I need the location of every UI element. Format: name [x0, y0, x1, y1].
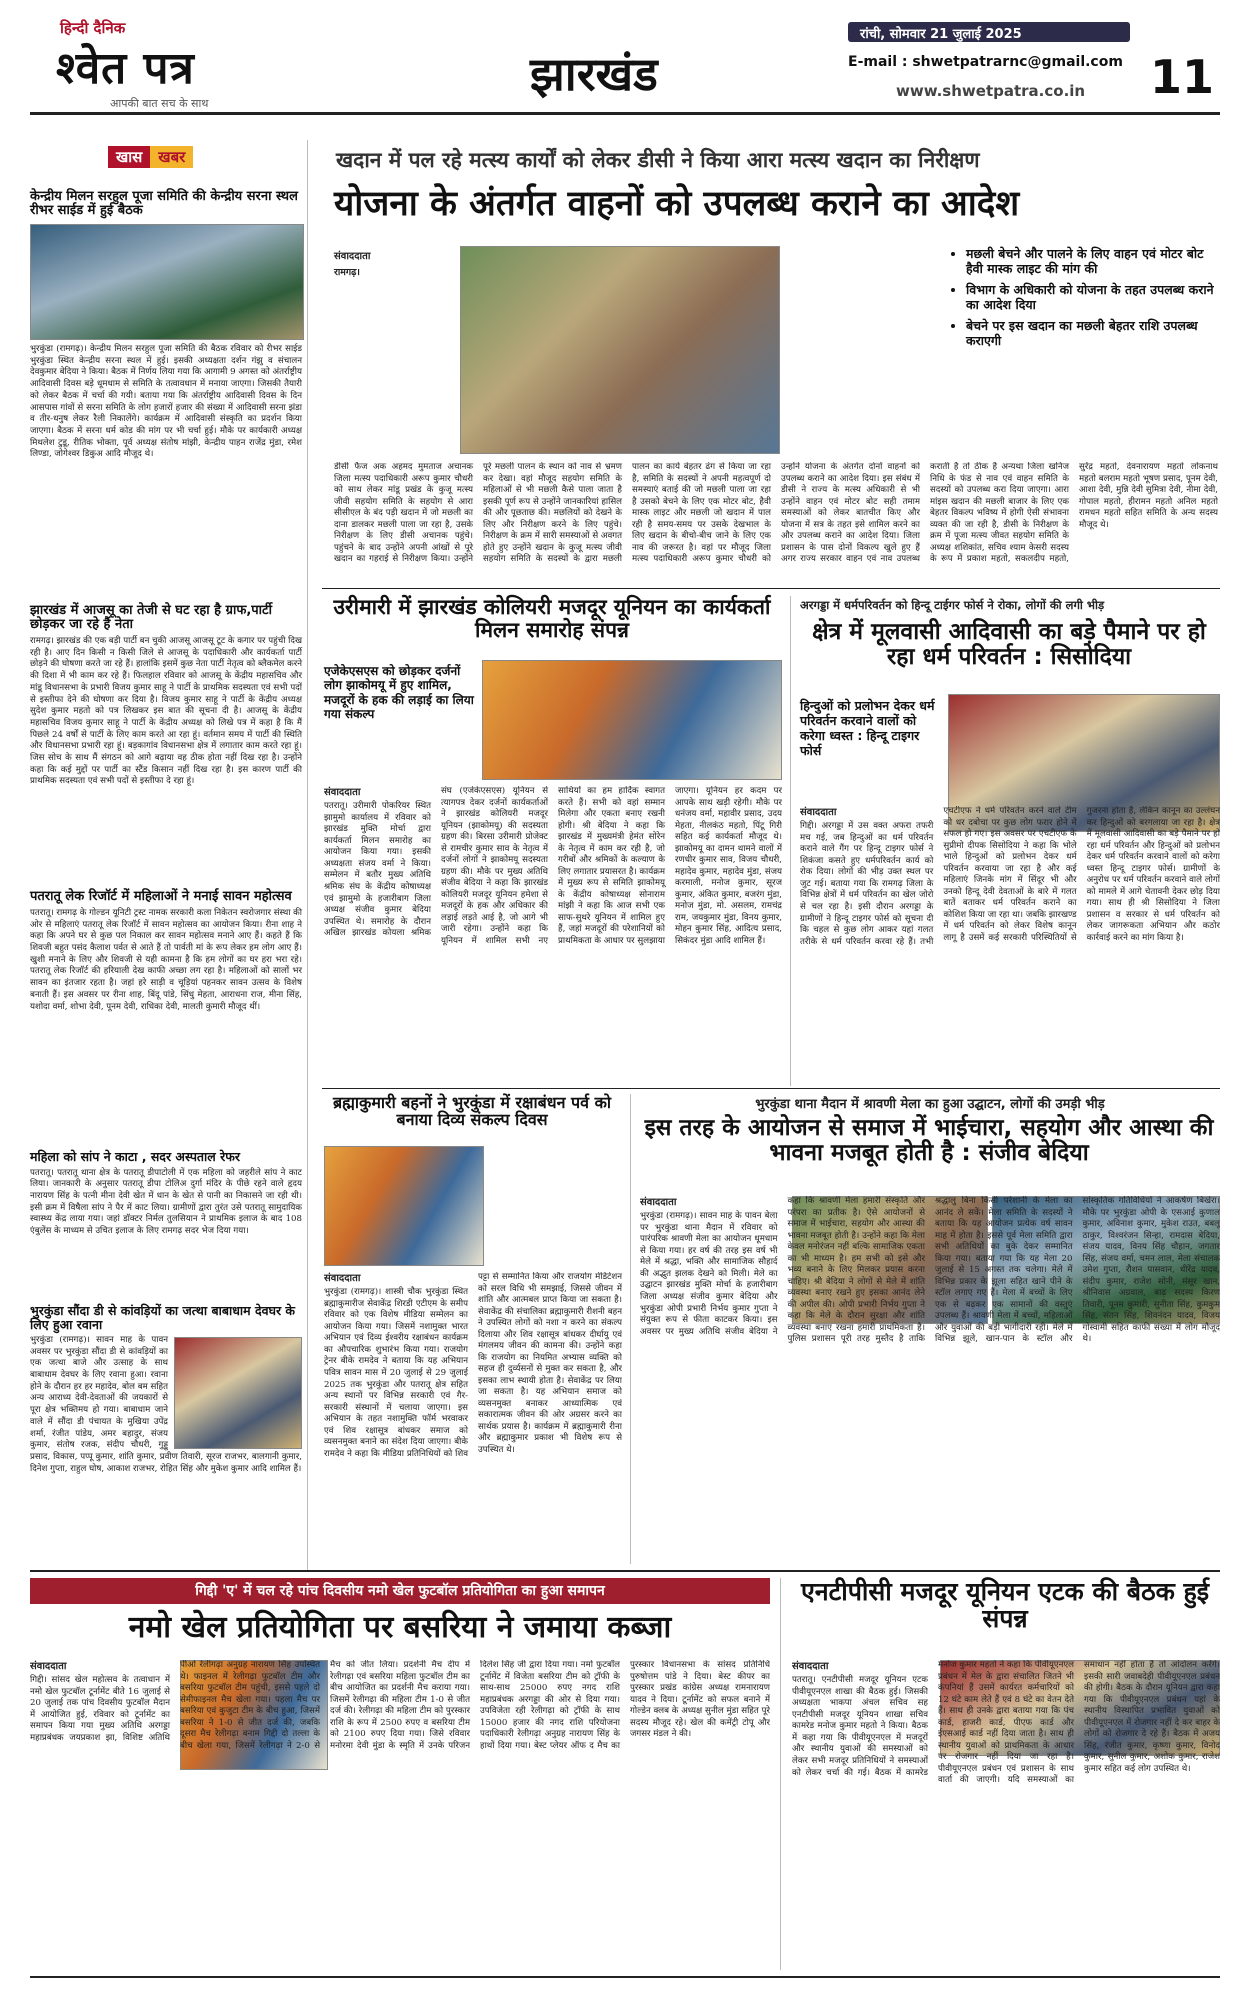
urimari-body	[324, 786, 782, 1082]
masthead	[0, 0, 1246, 112]
byline: संवाददाता	[324, 787, 361, 798]
body: पतरातू। पतरातू थाना क्षेत्र के पतरातू डीपाटोली में एक महिला को जहरीले सांप ने काट लिया। जानकारी के अनुसार पतरातू डीपा टोलिअ दुर्गा मंदिर के पीछे रहने वाले हृदय नारायण सिंह के पत्नी मीना देवी खेत में धान के खेत से पानी का निकासने जा रही थी। इसी क्रम में विषैला सांप ने पैर में काट लिया। ग्रामीणों द्वारा तुरंत उसे पतरातू सामुदायिक स्वास्थ्य केंद्र लाया गया। जहां डॉक्टर निर्मल तुलसियान ने प्राथमिक इलाज के बाद 108 एंबुलेंस के माध्यम से उचित इलाज के लिए रामगढ़ सदर भेज दिया गया।	[30, 1167, 302, 1236]
conversion-sidebox: हिन्दुओं को प्रलोभन देकर धर्म परिवर्तन करवाने वालों को करेगा ध्वस्त : हिन्दू टाइगर फोर्स	[800, 698, 935, 758]
football-headline: नमो खेल प्रतियोगिता पर बसरिया ने जमाया कब्जा	[128, 1610, 672, 1645]
tagline: आपकी बात सच के साथ	[110, 97, 209, 110]
bullet-1: • मछली बेचने और पालने के लिए वाहन एवं मोटर बोट हैवी मास्क लाइट की मांग की	[966, 246, 1220, 276]
left-story-sawan	[30, 890, 302, 1013]
body-text: पतरातू। उरीमारी पोकरियर स्थित झामुमो कार्यालय में रविवार को झारखंड मुक्ति मोर्चा द्वारा कार्यकर्ता मिलन समारोह का आयोजन किया गया। इसकी अध्यक्षता संजय वर्मा ने किया। सम्मेलन में बतौर मुख्य अतिथि श्रमिक संघ के केंद्रीय कोषाध्यक्ष एवं झामुमो के हजारीबाग जिला अध्यक्ष संजीव कुमार बेदिया उपस्थित थे। समारोह के दौरान अखिल झारखंड कोयला श्रमिक संघ (एजेकेएसएस) यूनियन से त्यागपत्र देकर दर्जनों कार्यकर्ताओं ने झारखंड कोलियरी मजदूर यूनियन (झाकोमयू) की सदस्यता ग्रहण की। बिरसा उरीमारी प्रोजेक्ट से रामचीर कुमार साव के नेतृत्व में दर्जनों लोगों ने झाकोमयू सदस्यता ग्रहण की। मौके पर मुख्य अतिथि संजीव बेदिया ने कहा कि झारखंड कोलियरी मजदूर यूनियन हमेशा से मजदूरों के हक और अधिकार की लड़ाई लड़ते आई है, जो आगे भी जारी रहेगा। उन्होंने कहा कि यूनियन में शामिल सभी नए साथियों का हम हार्दिक स्वागत करते हैं। सभी को वहां सम्मान मिलेगा और एकता बनाए रखनी होगी। श्री बेदिया ने कहा कि झारखंड में मुख्यमंत्री हेमंत सोरेन के नेतृत्व में काम कर रही है, जो गरीबों और श्रमिकों के कल्याण के लिए लगातार प्रयासरत है। कार्यक्रम में मुख्य रूप से समिति झाकोमयू के केंद्रीय कोषाध्यक्ष सोनाराम मांझी ने कहा कि आज सभी एक साफ-सुथरे यूनियन में शामिल हुए हैं, जहां मजदूरों की परेशानियों को प्राथमिकता के आधार पर सुलझाया जाएगा। यूनियन हर कदम पर आपके साथ खड़ी रहेगी। मौके पर धनंजय वर्मा, महावीर प्रसाद, उदय मेहता, नीलकंठ महतो, पिंटू गिरी सहित कई कार्यकर्ता मौजूद थे। झाकोमयू का दामन थामने वालों में रणधीर कुमार साव, विजय चौधरी, महादेव कुमार, महादेव मुंडा, संजय करमाली, मनोज कुमार, सूरज कुमार, अंकित कुमार, बजरंग मुंडा, मनोज मुंडा, मो. असलम, रामचंद्र राम, जयकुमार मुंडा, विनय कुमार, मोहन कुमार सिंह, आदित्य प्रसाद, सिकंदर मुंडा आदि शामिल हैं।	[324, 786, 782, 946]
section-title: झारखंड	[530, 47, 658, 101]
body-text: पतरातू। एनटीपीसी मजदूर यूनियन एटक पीवीयूएनएल शाखा की बैठक हुई। जिसकी अध्यक्षता भाकपा अंचल सचिव सह एनटीपीसी मजदूर यूनियन शाखा सचिव कामरेड मनोज कुमार महतो ने किया। बैठक में कहा गया कि पीवीयूएनएल में मजदूरों और स्थानीय युवाओं की समस्याओं को लेकर सभी मजदूर प्रतिनिधियों ने समस्याओं को लेकर चर्चा की गई। बैठक में कामरेड मनोज कुमार महतो ने कहा कि पीवीयूएनएल प्रबंधन में मेल के द्वारा संचालित जितने भी कंपनियां हैं उसमें कार्यरत कर्मचारियों को 12 घंटे काम लेते हैं एवं 8 घंटे का वेतन देते हैं। साथ ही उनके द्वारा बताया गया कि पंच कार्ड, हाजरी कार्ड, पीएफ कार्ड और ईएसआई कार्ड नहीं दिया जाता है। साथ ही स्थानीय युवाओं को प्राथमिकता के आधार पर रोजगार नहीं दिया जा रहा है। पीवीयूएनएल प्रबंधन एवं प्रशासन के साथ वार्ता की जाएगी। यदि समस्याओं का समाधान नहीं होता है तो आंदोलन करेंगे। इसकी सारी जवाबदेही पीवीयूएनएल प्रबंधन की होगी। बैठक के दौरान यूनियन द्वारा कहा गया कि पीवीयूएनएल प्रबंधन यहां के स्थानीय विस्थापित प्रभावित युवाओं को पीवीयूएनएल में रोजगार नहीं दे कर बाहर के लोगों को रोजगार दे रहे हैं। बैठक में अजय सिंह, रंजीत कुमार, कृष्णा कुमार, विनोद कुमार, सुनील कुमार, अशोक कुमार, राजेश कुमार सहित कई लोग उपस्थित थे।	[792, 1660, 1220, 1786]
website[interactable]: www.shwetpatra.co.in	[896, 82, 1086, 100]
body-text: गिद्दी। सांसद खेल महोत्सव के तत्वाधान में नमो खेल फुटबॉल टूर्नामेंट बीते 16 जुलाई से 20 जुलाई तक पांच दिवसीय फुटबॉल मैदान में आयोजित हुई, रविवार को टूर्नामेंट का समापन किया गया मुख्य अतिथि अरगड्डा महाप्रबंधक जयप्रकाश झा, विशिष्ट अतिथि पीओ रेलीगढ़ा अनुग्रह नारायण सिंह उपस्थित थे। फाइनल में रेलीगढ़ा फुटबॉल टीम और बसरिया फुटबॉल टीम पहुंची, इससे पहले दो सेमीफाइनल मैच खेला गया। पहला मैच पर बसरिया एवं कुजुटा टीम के बीच हुआ, जिसमें बसरिया ने 1-0 से जीत दर्ज की, जबकि दूसरा मैच रेलीगढ़ा बनाम गिद्दी दो तल्ला के बीच खेला गया, जिसमें रेलीगढ़ा ने 2-0 से मैच को जीत लिया। प्रदर्शनी मैच दीप में रेलीगढ़ा एवं बसरिया महिला फुटबॉल टीम का बीच आयोजित का प्रदर्शनी मैच कराया गया। जिसमें रेलीगढ़ा की महिला टीम 1-0 से जीत दर्ज की। रेलीगढ़ा की महिला टीम को पुरस्कार राशि के रूप में 2500 रुपए व बसरिया टीम को 2100 रुपए दिया गया। जिसे रविवार मनोरमा देवी मुंडा के स्मृति में उनके परिजन दिलेश सिंह जी द्वारा दिया गया। नमो फुटबॉल टूर्नामेंट में विजेता बसरिया टीम को ट्रॉफी के साथ-साथ 25000 रुपए नगद राशि महाप्रबंधक अरगड्डा की ओर से दिया गया। उपविजेता रही रेलीगढ़ा को ट्रॉफी के साथ 15000 हजार की नगद राशि परियोजना पदाधिकारी रेलीगढ़ा अनुग्रह नारायण सिंह के हाथों दिया गया। बेस्ट प्लेयर ऑफ द मैच का पुरस्कार विधानसभा के सांसद प्रतिनिधि पुरुषोत्तम पांडे ने दिया। बेस्ट कीपर का पुरस्कार प्रखंड कांग्रेस अध्यक्ष रामनारायण यादव ने दिया। टूर्नामेंट को सफल बनाने में गोल्डेन क्लब के अध्यक्ष सुनील मुंडा सहित पूरे सदस्य मौजूद रहे। खेल की कमेंट्री टोपू और जगसर मंडल ने की।	[30, 1660, 770, 1751]
top-story-body: डीसी फैज अक अहमद मुमताज अचानक जिला मत्स्य पदाधिकारी अरूप कुमार चौधरी को साथ लेकर मांडू प्रखंड के कुजू मत्स्य जीवी सहयोग समिति के सहयोग से आरा सीसीएल के बंद पड़ी खदान में जो मछली का दाना डालकर मछली पाला जा रहा है, उसके निरीक्षण के लिए डीसी अचानक पहुंचे। पहुंचने के बाद उन्होंने अपनी आंखों से पूरे खदान का गहराई से निरीक्षण किया। उन्होंने पूरे मछली पालन के स्थान को नाव से भ्रमण कर देखा। वहां मौजूद सहयोग समिति के महिलाओं से भी मछली कैसे पाला जाता है इसकी पूर्ण रूप से उन्होंने जानकारियां हासिल की और पूछताछ की। मछलियों को देखने के लिए और निरीक्षण करने के लिए पहुंचे। निरीक्षण के क्रम में सारी समस्याओं से अवगत होते हुए उन्होंने खदान के कुजू मत्स्य जीवी सहयोग समिति के सदस्यों के द्वारा मछली पालन का कार्य बेहतर ढंग से किया जा रहा है, समिति के सदस्यों ने अपनी महत्वपूर्ण दो समस्याएं बताई की जो मछली पाला जा रहा है उसको बेचने के लिए एक मोटर बोट, हैवी मास्क लाइट और मछली जो खदान में पाल रही है समय-समय पर उसके देखभाल के लिए खदान के बीचो-बीच जाने के लिए एक नाव की जरूरत है। वहां पर मौजूद जिला मत्स्य पदाधिकारी अरूप कुमार चौधरी को उन्होंने योजना के अंतर्गत दोनों वाहनों को उपलब्ध कराने का आदेश दिया। इस संबंध में डीसी ने राज्य के मत्स्य अधिकारी से भी उन्होंने वाहन एवं मोटर बोट सही तमाम समस्याओं को लेकर बातचीत किए और योजना में सत्र के तहत इसे शामिल करने का और उपलब्ध कराने का आदेश दिया। जिला प्रशासन के पास दोनों विकल्प खुले हुए हैं अगर राज्य सरकार वाहन एवं नाव उपलब्ध कराती है तो ठीक है अन्यथा जिला खनिज निधि के फंड से नाव एवं वाहन समिति के सदस्यों को उपलब्ध करा दिया जाएगा। आरा मांइस खदान की मछली बाजार के लिए एक बेहतर विकल्प भविष्य में होगी ऐसी संभावना व्यक्त की जा रही है, डीसी के निरीक्षण के क्रम में पूजा मत्स्य जीवत सहयोग समिति के अध्यक्ष शशिकांत, सचिव श्याम केसरी सदस्य के रूप में प्रकाश महतो, सकलदीप महतो, सुरेंद्र महतो, देवनारायण महतो लोकनाथ महतो बलराम महतो भूषण प्रसाद, पूनम देवी, आशा देवी, मुन्नि देवी सुमित्रा देवी, नीमा देवी, गोपाल महतो, हीरामन महतो अनिल महतो रामधन महतो सहित समिति के अन्य सदस्य मौजूद थे।	[334, 462, 1218, 565]
top-story-headline: योजना के अंतर्गत वाहनों को उपलब्ध कराने का आदेश	[334, 184, 1020, 224]
ntpc-headline: एनटीपीसी मजदूर यूनियन एटक की बैठक हुई संपन्न	[800, 1577, 1210, 1633]
top-story-bullets	[950, 246, 1220, 354]
conversion-kicker: अरगड्डा में धर्मपरिवर्तन को हिन्दू टाईगर फोर्स ने रोका, लोगों की लगी भीड़	[800, 598, 1105, 612]
body-text: भुरकुंडा (रामगढ़)। शास्त्री चौक भुरकुंडा स्थित ब्रह्माकुमारीज सेवाकेंद्र शिरडी एटीएम के समीप रविवार को एक विशेष मीडिया सम्मेलन का आयोजन किया गया। जिसमें नशामुक्त भारत अभियान एवं दिव्य ईश्वरीय रक्षाबंधन कार्यक्रम का औपचारिक शुभारंभ किया गया। राजयोग ट्रेनर बीके रामदेव ने बताया कि यह अभियान पवित्र सावन मास में 20 जुलाई से 29 जुलाई 2025 तक भुरकुंडा और पतरातू क्षेत्र सहित अन्य स्थानों पर विभिन्न सरकारी एवं गैर-सरकारी संस्थानों में चलाया जाएगा। इस अभियान के तहत नशामुक्ति फॉर्म भरवाकर एवं शिव रक्षासूत्र बांधकर समाज को व्यसनमुक्त बनाने का संदेश दिया जाएगा। बीके रामदेव ने कहा कि मीडिया प्रतिनिधियों को शिव पट्टा से सम्मानित किया और राजयोग मेडिटेशन को सरल विधि भी समझाई, जिससे जीवन में शांति और आत्मबल प्राप्त किया जा सकता है। सेवाकेंद्र की संचालिका ब्रह्माकुमारी रीशनी बहन ने उपस्थित लोगों को नशा न करने का संकल्प दिलाया और शिव रक्षासूत्र बांधकर दीर्घायु एवं मंगलमय जीवन की कामना की। उन्होंने कहा कि राजयोग का नियमित अभ्यास व्यक्ति को सहज ही दुर्व्यसनों से मुक्त कर सकता है, और इसका लाभ स्थायी होता है। सेवाकेंद्र पर लिया जा सकता है। यह अभियान समाज को व्यसनमुक्त बनाकर आध्यात्मिक एवं सकारात्मक जीवन की ओर अग्रसर करने का सार्थक प्रयास है। कार्यक्रम में ब्रह्माकुमारी रीना और ब्रह्माकुमार प्रकाश भी विशेष रूप से उपस्थित थे।	[324, 1272, 622, 1459]
bullet-3: • बेचने पर इस खदान का मछली बेहतर राशि उपलब्ध कराएगी	[966, 318, 1220, 348]
place: रामगढ़।	[334, 267, 360, 279]
shravani-kicker: भुरकुंडा थाना मैदान में श्रावणी मेला का हुआ उद्घाटन, लोगों की उमड़ी भीड़	[755, 1097, 1105, 1112]
headline: उरीमारी में झारखंड कोलियरी मजदूर यूनियन का कार्यकर्ता मिलन समारोह संपन्न	[333, 595, 771, 642]
byline: संवाददाता	[334, 251, 371, 262]
urimari-story	[322, 596, 782, 641]
photo	[30, 224, 304, 340]
page-number: 11	[1150, 50, 1215, 104]
byline: संवाददाता	[324, 1273, 361, 1284]
football-banner: गिद्दी 'ए' में चल रहे पांच दिवसीय नमो खेल फुटबॉल प्रतियोगिता का हुआ समापन	[30, 1578, 770, 1604]
top-story-body-left	[334, 250, 454, 280]
byline: संवाददाता	[30, 1661, 67, 1672]
top-story-kicker: खदान में पल रहे मत्स्य कार्यों को लेकर डीसी ने किया आरा मत्स्य खदान का निरीक्षण	[336, 148, 980, 172]
top-story-photo	[460, 246, 780, 454]
paper-name: श्वेत पत्र	[56, 43, 195, 94]
brahmakumari-body	[324, 1272, 622, 1564]
urimari-photo	[482, 660, 782, 780]
headline: झारखंड में आजसू का तेजी से घट रहा है ग्राफ,पार्टी छोड़कर जा रहे हैं नेता	[30, 603, 272, 633]
body: पतरातू। रामगढ़ के गोल्डन यूनिटी ट्रस्ट नामक सरकारी कला निकेतन स्वरोजगार संस्था की ओर से महिलाएं पतरातू लेक रिजॉर्ट में सावन महोत्सव का आयोजन किया। रीना शाह ने कहा कि अपने घर से कुछ पल निकाल कर सावन महोत्सव मनाने आए हैं। कहते हैं कि शिवजी बहुत पसंद कैलाश पर्वत से आते हैं तो पार्वती मां के रूप लेकर हम लोग आए हैं। खुशी मनाने के लिए और शिवजी से यही कामना है कि हम लोगों का घर हरा भरा रहे। पतरातू लेक रिजॉर्ट की हरियाली देख काफी अच्छा लग रहा है। महिलाओं को सालों भर सावन का इंतजार रहता है। जहां हरे साड़ी व चूड़ियां पहनकर सावन उत्सव के विशेष बनाती हैं। इस अवसर पर रीना शाह, बिंदू पांडे, सिंधु मेहता, आराधना राज, मीना सिंह, यशोदा वर्मा, शोभा देवी, पूनम देवी, राधिका देवी, मालती कुमारी मौजूद थीं।	[30, 908, 302, 1012]
shravani-headline: इस तरह के आयोजन से समाज में भाईचारा, सहयोग और आस्था की भावना मजबूत होती है : संजीव बेदिया	[644, 1115, 1214, 1166]
shravani-body	[640, 1196, 1220, 1564]
byline: संवाददाता	[792, 1661, 829, 1672]
dateline: रांची, सोमवार 21 जुलाई 2025	[860, 27, 1022, 42]
email: E-mail : shwetpatrarnc@gmail.com	[848, 54, 1123, 70]
byline: संवाददाता	[640, 1197, 677, 1208]
headline: पतरातू लेक रिजॉर्ट में महिलाओं ने मनाई सावन महोत्सव	[30, 889, 292, 904]
body-text: गिद्दी। अरगड्डा में उस वक्त अफरा तफरी मच गई, जब हिन्दुओं का धर्म परिवर्तन कराने वाले गैंग पर हिन्दू टाइगर फोर्स ने शिकंजा कसते हुए धर्मपरिवर्तन कार्य को रोक दिया। लोगों की भीड़ उक्त स्थल पर जुट गई। बताया गया कि रामगढ़ जिला के विभिन्न क्षेत्रों में धर्म परिवर्तन का खेल जोरो से चल रहा है। इसी दौरान अरगड्डा के ग्रामीणों ने हिन्दू टाइगर फोर्स को सूचना दी कि चहल से कुछ लोग आकर यहां गलत तरीके से धर्म परिवर्तन करवा रहे हैं। तभी एचटीएफ ने धर्म परिवर्तन करने वाले टीम को धर दबोचा पर कुछ लोग फरार होने में सफल हो गए। इस अवसर पर एचटीएफ के सुप्रीमो दीपक सिसोदिया ने कहा कि भोले भाले हिन्दुओं को प्रलोभन देकर धर्म परिवर्तन करवाया जा रहा है और कई महिलाएं जिनके मांग में सिंदूर भी और उनको हिन्दू देवी देवताओं के बारे में गलत बातें बताकर धर्म परिवर्तन कराने का कोशिश किया जा रहा था। जबकि झारखण्ड में धर्म परिवर्तन को लेकर विशेष कानून लागू है उसमें कई सरकारी परिस्थितियों से गुजरना होता है, लेकिन कानून का उल्लंघन कर हिन्दुओं को बरगलाया जा रहा है। क्षेत्र में मूलवासी आदिवासी का बड़े पैमाने पर हो रहा धर्म परिवर्तन और हिन्दुओं को प्रलोभन देकर धर्म परिवर्तन करवाने वालों को करेगा ध्वस्त हिन्दू टाइगर फोर्स। ग्रामीणों के अनुरोध पर धर्म परिवर्तन करवाने वाले लोगों को मामले में आगे चेतावनी देकर छोड़ दिया गया। साथ ही श्री सिसोदिया ने जिला प्रशासन व सरकार से धर्म परिवर्तन को लेकर जागरूकता अभियान और कठोर कार्रवाई करने का मांग किया है।	[800, 806, 1220, 947]
ntpc-body	[792, 1660, 1220, 1970]
conversion-headline: क्षेत्र में मूलवासी आदिवासी का बड़े पैमाने पर हो रहा धर्म परिवर्तन : सिसोदिया	[812, 619, 1206, 670]
brahmakumari-photo	[324, 1146, 484, 1266]
body: भुरकुंडा (रामगढ़)। केन्द्रीय मिलन सरहुल पूजा समिति की बैठक रविवार को रीभर साईड भुरकुंडा स्थित केन्द्रीय सरना स्थल में हुई। इसकी अध्यक्षता दर्शन गंझु व संचालन देवकुमार बेदिया ने किया। बैठक में निर्णय लिया गया कि आगामी 9 अगस्त को अंतर्राष्ट्रीय आदिवासी दिवस बड़े धूमधाम से समिति के तत्वावधान में मनाया जाएगा। जिसकी तैयारी को लेकर बैठक में चर्चा की गयी। बताया गया कि अंतर्राष्ट्रीय आदिवासी दिवस के दिन आसपास गांवों से सरना समिति के लोग हजारों हजार की संख्या में आदिवासी सरना झंडा व तीर-धनुष लेकर रैली निकालेंगे। कार्यक्रम में आदिवासी संस्कृति का प्रदर्शन किया जाएगा। बैठक में सरना धर्म कोड की मांग पर भी चर्चा हुई। मौके पर कार्यकारी अध्यक्ष मिथलेश टुडू, रीतिक भोक्ता, पूर्व अध्यक्ष संतोष मांझी, केन्द्रीय पाहन राजेंद्र मुंडा, रमेश लिण्डा, जोगेश्वर डिकुअ आदि मौजूद थे।	[30, 344, 302, 460]
left-story-ajsu	[30, 604, 302, 788]
headline: भुरकुंडा सौंदा डी से कांवड़ियों का जत्था बाबाधाम देवघर के लिए हुआ रवाना	[30, 1303, 296, 1332]
bullet-2: • विभाग के अधिकारी को योजना के तहत उपलब्ध कराने का आदेश दिया	[966, 282, 1220, 312]
conversion-body	[800, 806, 1220, 1082]
photo	[174, 1337, 302, 1449]
headline: केन्द्रीय मिलन सरहुल पूजा समिति की केन्द्रीय सरना स्थल रीभर साईड में हुई बैठक	[30, 189, 298, 219]
khabar-label: खबर	[150, 146, 193, 168]
byline: संवाददाता	[800, 807, 837, 818]
khas-khabar-label	[108, 146, 193, 170]
daily-label: हिन्दी दैनिक	[60, 19, 126, 37]
body-text: भुरकुंडा (रामगढ़)। सावन माह के पावन बेला पर भुरकुंडा थाना मैदान में रविवार को पारंपरिक श्रावणी मेला का आयोजन धूमधाम से किया गया। हर वर्ष की तरह इस वर्ष भी मेले में श्रद्धा, भक्ति और सामाजिक सौहार्द की अद्भुत झलक देखने को मिली। मेले का उद्घाटन झारखंड मुक्ति मोर्चा के हजारीबाग जिला अध्यक्ष संजीव कुमार बेदिया और भुरकुंडा ओपी प्रभारी निर्भय कुमार गुप्ता ने संयुक्त रूप से फीता काटकर किया। इस अवसर पर मुख्य अतिथि संजीव बेदिया ने कहा कि श्रावणी मेला हमारी संस्कृति और परंपरा का प्रतीक है। ऐसे आयोजनों से समाज में भाईचारा, सहयोग और आस्था की भावना मजबूत होती है। उन्होंने कहा कि मेला केवल मनोरंजन नहीं बल्कि सामाजिक एकता का भी माध्यम है। हम सभी को इसे और भव्य बनाने के लिए मिलकर प्रयास करना चाहिए। श्री बेदिया ने लोगों से मेले में शांति व्यवस्था बनाए रखने हुए इसका आनंद लेने की अपील की। ओपी प्रभारी निर्भय गुप्ता ने कहा कि मेले के दौरान सुरक्षा और शांति व्यवस्था बनाए रखना हमारी प्राथमिकता है। पुलिस प्रशासन पूरी तरह मुस्तैद है ताकि श्रद्धालु बिना किसी परेशानी के मेला का आनंद ले सकें। मेला समिति के सदस्यों ने बताया कि यह आयोजन प्रत्येक वर्ष सावन माह में होता है। इससे पूर्व मेला समिति द्वारा सभी अतिथियों का बुके देकर सम्मानित किया गया। बताया गया कि यह मेला 20 जुलाई से 15 अगस्त तक चलेगा। मेले में विभिन्न प्रकार के झूला सहित खाने पीने के स्टॉल लगाए गए हैं। मेला में बच्चों के लिए एक से बढ़कर एक सामानों की वस्तुएं उपलब्ध हैं। श्रावणी मेला में बच्चों, महिलाओं और युवाओं की बड़ी भागीदारी रही। मेले में विभिन्न झूले, खान-पान के स्टॉल और सांस्कृतिक गतिविधियों ने आकर्षण बिखेरा। मौके पर भुरकुंडा ओपी के एसआई कुणाल कुमार, अविनाश कुमार, मुकेश राउत, बबलू ठाकुर, विश्वरंजन सिन्हा, रामदास बेदिया, संजय यादव, विनय सिंह चौहान, जगतार सिंह, संजय वर्मा, चमन लाल, मेला संचालक उमेश गुप्ता, रौशन पासवान, धीरेंद्र यादव, संदीप कुमार, राजेश सोनी, मंसूर खान, श्रीनिवास अग्रवाल, बाढ़ सदस्य किरण तिवारी, पूनम कुमारी, सुनीता सिंह, कुमकुम सिंह, संतन सिंह, शिवनंदन यादव, विजय गोस्वामी सहित काफी संख्या में लोग मौजूद थे।	[640, 1196, 1220, 1345]
body: भुरकुंडा (रामगढ़)। सावन माह के पावन अवसर पर भुरकुंडा सौंदा डी से कांवड़ियों का एक जत्था बाजे और उत्साह के साथ बाबाधाम देवघर के लिए रवाना हुआ। रवाना होने के दौरान हर हर महादेव, बोल बम सहित अन्य आराध्य देवी-देवताओं की जयकारों से पूरा क्षेत्र भक्तिमय हो गया। बाबाधाम जाने वाले में सौंदा डी पंचायत के मुखिया उपेंद्र शर्मा, रंजीत पांडेय, अमर बहादुर, संजय कुमार, संतोष रजक, संदीप चौधरी, गुड्डू प्रसाद, विकास, पप्पू कुमार, शांति कुमार, प्रवीण तिवारी, सूरज राजभर, बालगानी कुमार, दिनेश गुप्ता, राहुल घोष, आकाश राजभर, रोहित सिंह और मुकेश कुमार आदि शामिल हैं।	[30, 1335, 302, 1474]
left-story-snake	[30, 1150, 302, 1238]
urimari-sidebox: एजेकेएसएस को छोड़कर दर्जनों लोग झाकोमयू में हुए शामिल, मजदूरों के हक की लड़ाई का लिया गया संकल्प	[324, 664, 474, 722]
left-story-sarhul	[30, 190, 302, 461]
headline: महिला को सांप ने काटा , सदर अस्पताल रेफर	[30, 1149, 240, 1164]
body: रामगढ़। झारखंड की एक बड़ी पार्टी बन चुकी आजसू आजसू टूट के कगार पर पहुंची दिख रही है। आए दिन किसी न किसी जिले से आजसू के पदाधिकारी और कार्यकर्ता पार्टी छोड़ने की घोषणा करते जा रहे हैं। हालांकि इसमें कुछ नेता पार्टी नेतृत्व को ब्लैकमेल करने की दिशा में भी काम कर रहे हैं। फिलहाल रविवार को आजसू के केंद्रीय महासचिव और मांडू विधानसभा के प्रभारी विजय कुमार साहू ने पार्टी के प्राथमिक सदस्यता एवं सभी पदों से इस्तीफा देने की घोषणा कर दिया है। विजय कुमार साहू ने पार्टी के केंद्रीय अध्यक्ष सुदेश कुमार महतो को पत्र लिखकर इस बात की सूचना दी है। आजसू के केंद्रीय महासचिव विजय कुमार साहू ने पार्टी के केंद्रीय अध्यक्ष को लिखे पत्र में कहा है कि मैं पिछले 24 वर्षों से पार्टी के लिए काम करते आ रहा हूं। वर्तमान समय में पार्टी की स्थिति और विधानसभा प्रभारी रहा हूं। बड़कागांव विधानसभा क्षेत्र में लगातार काम करते रहा हूं। जिस सोच के साथ मैं संगठन को आगे बढ़ाया वह ठीक होता नहीं दिख रहा है। उन्होंने कहा कि कई मुद्दों पर पार्टी का स्टैंड किसान नहीं दिख रहा है। इस कारण पार्टी की प्राथमिक सदस्यता एवं सभी पदों से इस्तीफा दे रहा हूं।	[30, 636, 302, 787]
khas-label: खास	[108, 146, 150, 168]
football-body	[30, 1660, 770, 1970]
left-story-kanwar	[30, 1304, 302, 1475]
brahmakumari-headline: ब्रह्माकुमारी बहनों ने भुरकुंडा में रक्षाबंधन पर्व को बनाया दिव्य संकल्प दिवस	[332, 1093, 612, 1130]
